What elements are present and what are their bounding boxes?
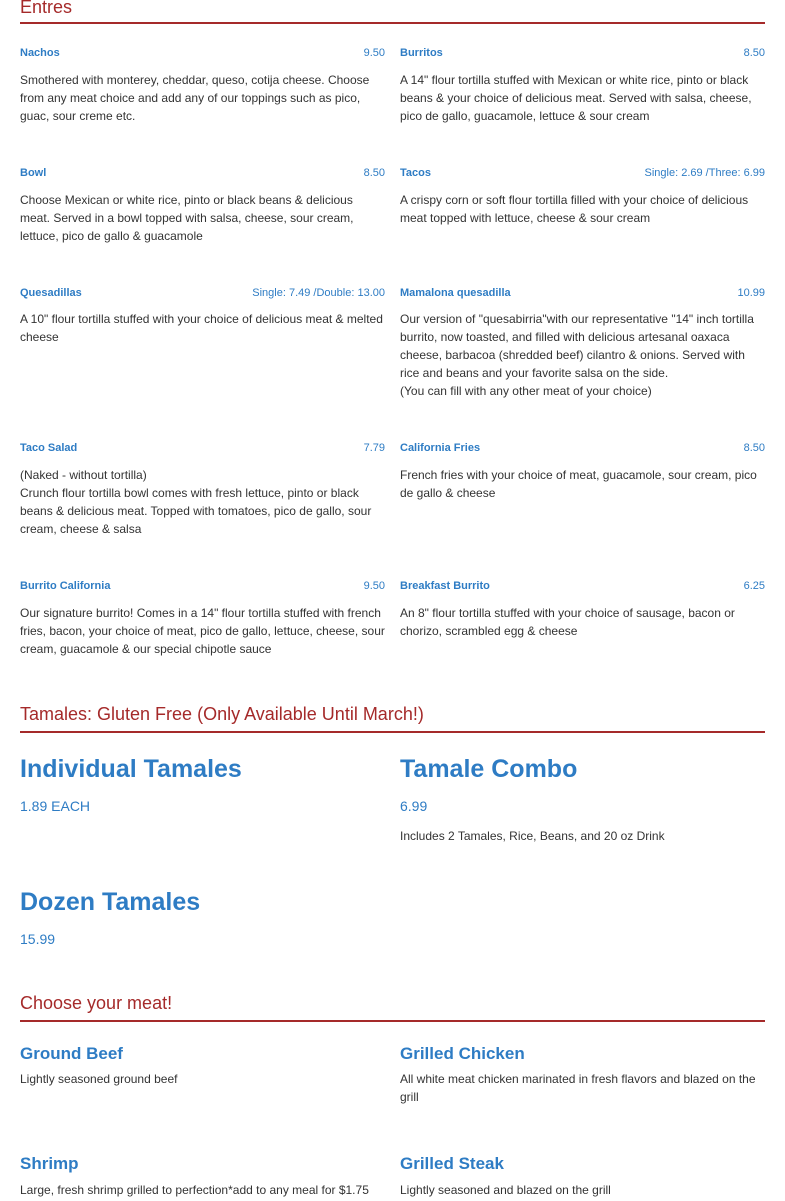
item-price: Single: 2.69 /Three: 6.99	[644, 167, 765, 179]
item-description: Includes 2 Tamales, Rice, Beans, and 20 oz Drink	[400, 829, 665, 843]
menu-item-quesadillas	[20, 286, 385, 346]
item-price: 8.50	[363, 167, 385, 179]
section-title-entres: Entres	[20, 0, 765, 24]
item-description: A crispy corn or soft flour tortilla filled with your choice of delicious meat topped with lettuce, cheese & sour cream	[400, 193, 749, 225]
item-description: French fries with your choice of meat, guacamole, sour cream, pico de gallo & cheese	[400, 468, 757, 500]
item-price: 7.79	[363, 442, 385, 454]
meat-description: Large, fresh shrimp grilled to perfection*add to any meal for $1.75	[20, 1183, 369, 1197]
menu-item-breakfast-burrito	[400, 579, 765, 640]
item-name: Tamale Combo	[400, 755, 578, 783]
item-price: 9.50	[363, 580, 385, 592]
item-description: Smothered with monterey, cheddar, queso, cotija cheese. Choose from any meat choice and add any of our toppings such as pico, guac, sour creme etc.	[20, 73, 370, 123]
section-title-tamales: Tamales: Gluten Free (Only Available Until March!)	[20, 703, 765, 733]
item-price: 6.25	[743, 580, 765, 592]
menu-item-tamale-combo	[400, 754, 765, 845]
item-price: 6.99	[400, 798, 428, 814]
menu-item-california-fries	[400, 441, 765, 502]
meat-name: Ground Beef	[20, 1044, 123, 1063]
item-price: Single: 7.49 /Double: 13.00	[252, 287, 385, 299]
item-price: 8.50	[743, 47, 765, 59]
item-description: Choose Mexican or white rice, pinto or black beans & delicious meat. Served in a bowl topped with salsa, cheese, sour cream, lettuce, pico de gallo & guacamole	[20, 193, 354, 243]
item-name: Taco Salad	[20, 442, 78, 454]
meat-ground-beef	[20, 1043, 385, 1088]
item-name: Individual Tamales	[20, 755, 242, 783]
menu-item-individual-tamales	[20, 754, 385, 815]
menu-item-burritos	[400, 46, 765, 125]
meat-description: All white meat chicken marinated in fresh flavors and blazed on the grill	[400, 1072, 756, 1104]
item-price: 8.50	[743, 442, 765, 454]
item-name: Quesadillas	[20, 287, 82, 299]
item-description: A 14" flour tortilla stuffed with Mexican or white rice, pinto or black beans & your choice of delicious meat. Served with salsa, cheese, pico de gallo, guacamole, lettuce & sour cream	[400, 73, 752, 123]
item-price: 1.89 EACH	[20, 798, 91, 814]
item-description: (Naked - without tortilla) Crunch flour tortilla bowl comes with fresh lettuce, pinto or black beans & delicious meat. Topped with tomatoes, pico de gallo, sour cream, cheese & salsa	[20, 468, 372, 536]
meat-name: Shrimp	[20, 1154, 79, 1173]
section-title-meats: Choose your meat!	[20, 992, 765, 1022]
meat-name: Grilled Steak	[400, 1154, 504, 1173]
item-name: California Fries	[400, 442, 481, 454]
menu-item-burrito-california	[20, 579, 385, 658]
item-description: An 8" flour tortilla stuffed with your choice of sausage, bacon or chorizo, scrambled egg & cheese	[400, 606, 735, 638]
item-name: Nachos	[20, 47, 60, 59]
item-description: A 10" flour tortilla stuffed with your choice of delicious meat & melted cheese	[20, 312, 383, 344]
meat-description: Lightly seasoned and blazed on the grill	[400, 1183, 611, 1197]
item-name: Bowl	[20, 167, 47, 179]
item-description: Our version of "quesabirria"with our representative "14" inch tortilla burrito, now toasted, and filled with delicious artesanal oaxaca cheese, barbacoa (shredded beef) cilantro & onions. Served with rice and beans and your favorite salsa on the side. (You can fill with any other meat of your choice)	[400, 312, 754, 398]
menu-item-taco-salad	[20, 441, 385, 538]
meat-description: Lightly seasoned ground beef	[20, 1072, 178, 1086]
meat-grilled-chicken	[400, 1043, 765, 1106]
item-name: Tacos	[400, 167, 431, 179]
item-name: Burritos	[400, 47, 443, 59]
menu-item-mamalona-quesadilla	[400, 286, 765, 400]
menu-item-dozen-tamales	[20, 887, 385, 948]
item-name: Breakfast Burrito	[400, 580, 490, 592]
menu-item-nachos	[20, 46, 385, 125]
meat-shrimp	[20, 1153, 385, 1199]
item-description: Our signature burrito! Comes in a 14" flour tortilla stuffed with french fries, bacon, your choice of meat, pico de gallo, lettuce, cheese, sour cream, guacamole & our special chipotle sauce	[20, 606, 385, 656]
item-price: 15.99	[20, 931, 56, 947]
meat-name: Grilled Chicken	[400, 1044, 525, 1063]
item-price: 9.50	[363, 47, 385, 59]
meat-grilled-steak	[400, 1153, 765, 1199]
menu-item-tacos	[400, 166, 765, 227]
item-price: 10.99	[737, 287, 765, 299]
menu-item-bowl	[20, 166, 385, 245]
item-name: Burrito California	[20, 580, 111, 592]
item-name: Dozen Tamales	[20, 888, 201, 916]
item-name: Mamalona quesadilla	[400, 287, 511, 299]
